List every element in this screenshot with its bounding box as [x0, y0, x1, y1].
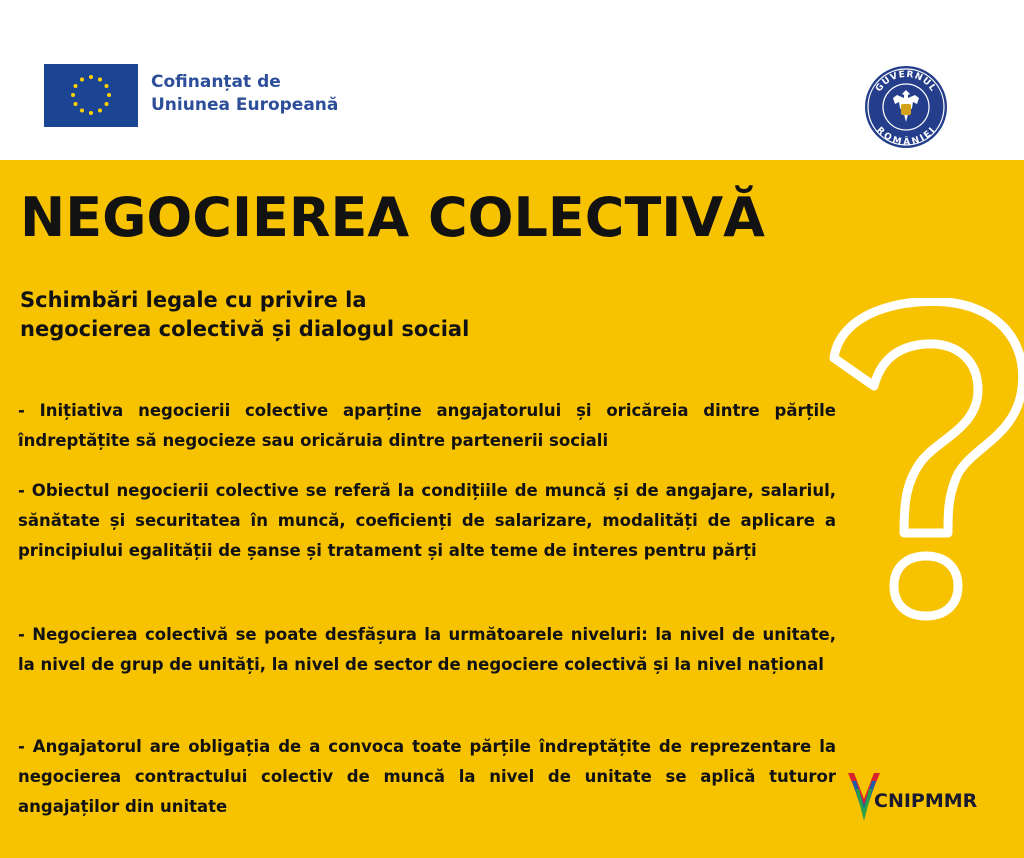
- subtitle-line1: Schimbări legale cu privire la: [20, 288, 367, 312]
- subtitle-line2: negocierea colectivă și dialogul social: [20, 317, 470, 341]
- paragraph-object: - Obiectul negocierii colective se referă la condițiile de muncă și de angajare, salariul, sănătate și securitatea în muncă, coeficienți de salarizare, modalități de aplicare a principiului egalității de șanse și tratament și alte teme de interes pentru părți: [18, 481, 836, 560]
- paragraph-levels: - Negocierea colectivă se poate desfășura la următoarele niveluri: la nivel de unitate, la nivel de grup de unități, la nivel de sector de negociere colectivă și la nivel național: [18, 625, 836, 674]
- cnipmmr-logo-text: CNIPMMR: [874, 790, 978, 812]
- header: [0, 0, 1024, 160]
- romanian-government-seal-icon: [863, 64, 949, 150]
- main-panel: [0, 160, 1024, 858]
- gov-seal-bottom-text: ROMÂNIEI: [874, 125, 939, 148]
- subtitle: [20, 286, 469, 344]
- eu-label-line1: Cofinanțat de: [151, 72, 281, 92]
- question-mark-icon: [818, 298, 1024, 638]
- page-title: NEGOCIEREA COLECTIVĂ: [20, 186, 765, 249]
- gov-seal-top-text: GUVERNUL: [874, 69, 938, 94]
- paragraph-employer-obligation: - Angajatorul are obligația de a convoca toate părțile îndreptățite de reprezentare la negocierea contractului colectiv de muncă la nivel de unitate se aplică tuturor angajaților din unitate: [18, 737, 836, 816]
- paragraph-initiative: - Inițiativa negocierii colective aparține angajatorului și oricăreia dintre părțile îndreptățite să negocieze sau oricăruia dintre partenerii sociali: [18, 401, 836, 450]
- eu-label-line2: Uniunea Europeană: [151, 95, 339, 115]
- eu-flag-icon: [44, 64, 138, 127]
- eu-cofinancing-label: [151, 71, 338, 117]
